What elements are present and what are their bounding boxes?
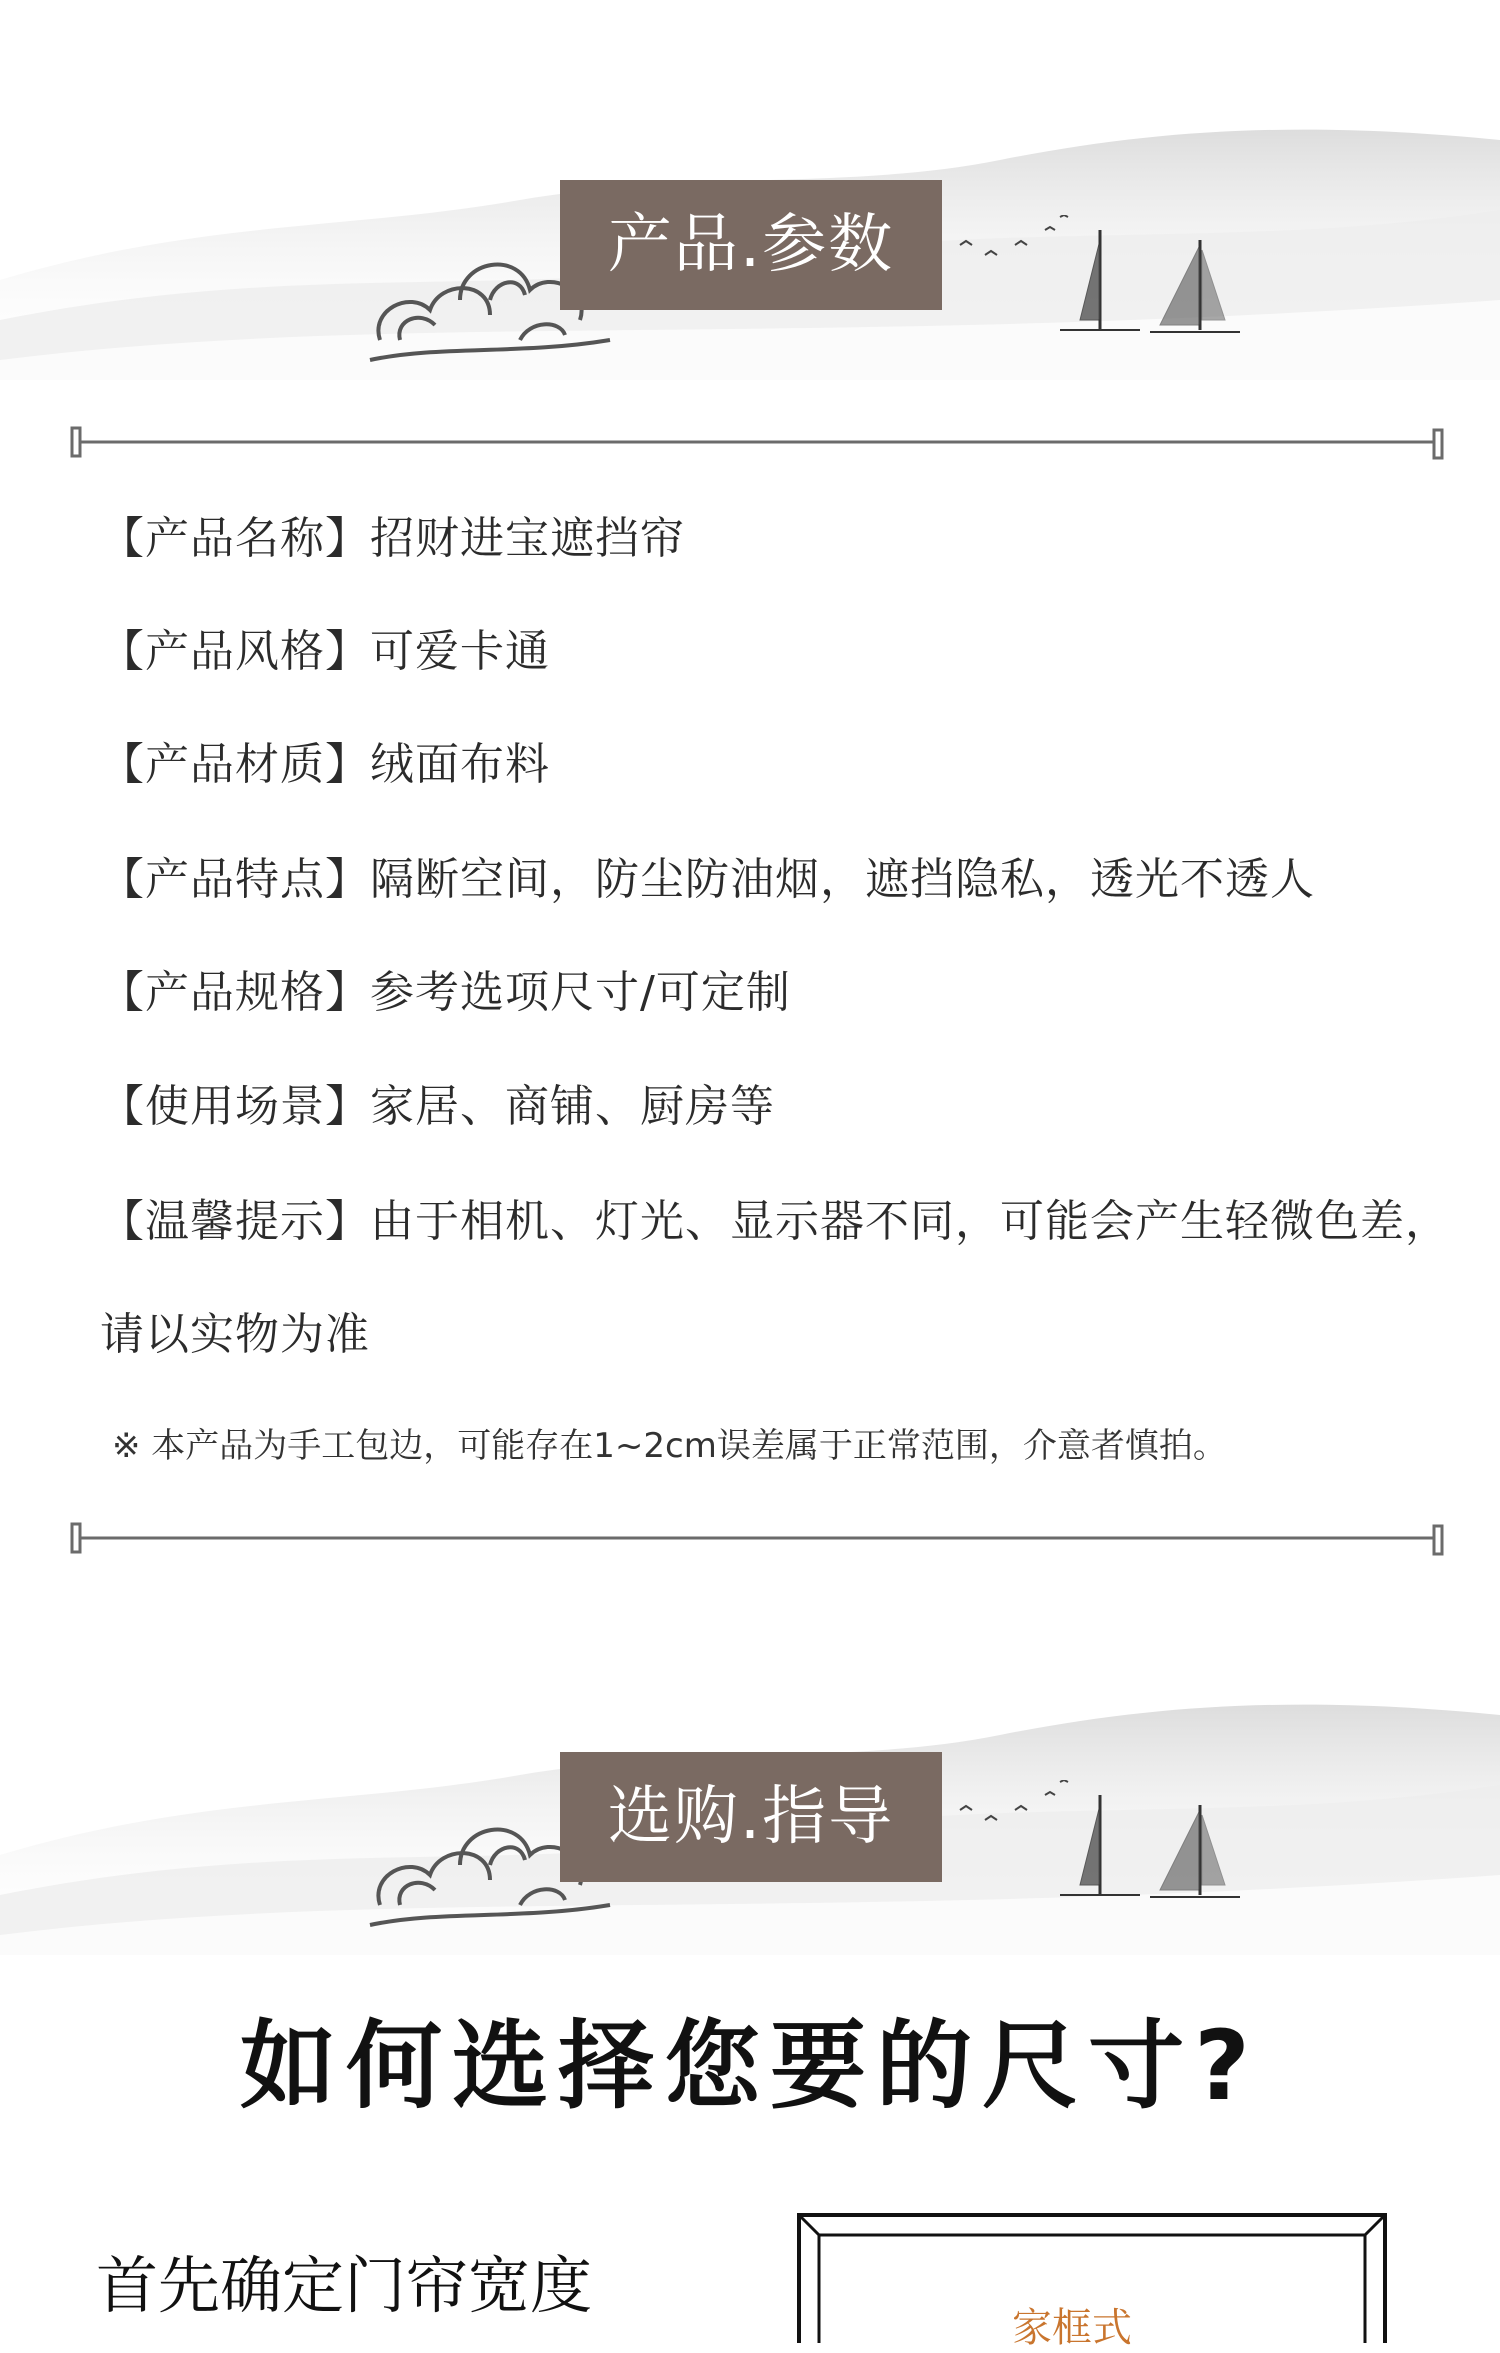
step-1-heading: 首先确定门帘宽度: [96, 2249, 593, 2322]
param-tip-continuation: 请以实物为准: [100, 1309, 370, 1360]
param-key: 【使用场景】: [100, 1081, 370, 1132]
birds-icon: [955, 1780, 1085, 1840]
param-key: 【产品特点】: [100, 854, 370, 905]
section-banner-params: [0, 80, 1500, 380]
section-banner-guide: [0, 1655, 1500, 1955]
param-value: 可爱卡通: [370, 626, 550, 677]
param-key: 【产品风格】: [100, 626, 370, 677]
door-frame-label: 家框式: [1012, 2305, 1132, 2351]
param-value: 由于相机、灯光、显示器不同，可能会产生轻微色差，: [370, 1196, 1450, 1247]
param-value: 家居、商铺、厨房等: [370, 1081, 775, 1132]
param-row-name: [100, 502, 685, 566]
param-key: 【产品材质】: [100, 739, 370, 790]
param-key: 【产品规格】: [100, 967, 370, 1018]
section-title-params: 产品.参数: [560, 180, 942, 310]
param-row-scenes: [100, 1070, 775, 1134]
param-row-features: [100, 843, 1315, 907]
size-question-heading: 如何选择您要的尺寸?: [240, 2010, 1260, 2122]
divider-bottom: [70, 1518, 1446, 1558]
handmade-note: ※ 本产品为手工包边，可能存在1~2cm误差属于正常范围，介意者慎拍。: [112, 1426, 1227, 1466]
param-row-tip: [100, 1185, 1450, 1249]
birds-icon: [955, 215, 1085, 275]
divider-top: [70, 422, 1446, 462]
section-title-guide: 选购.指导: [560, 1752, 942, 1882]
param-key: 【温馨提示】: [100, 1196, 370, 1247]
param-row-spec: [100, 956, 791, 1020]
param-value: 绒面布料: [370, 739, 550, 790]
param-value: 参考选项尺寸/可定制: [370, 967, 791, 1018]
param-row-material: [100, 728, 550, 792]
param-key: 【产品名称】: [100, 513, 370, 564]
param-row-style: [100, 615, 550, 679]
param-value: 招财进宝遮挡帘: [370, 513, 685, 564]
param-value: 隔断空间，防尘防油烟，遮挡隐私，透光不透人: [370, 854, 1315, 905]
